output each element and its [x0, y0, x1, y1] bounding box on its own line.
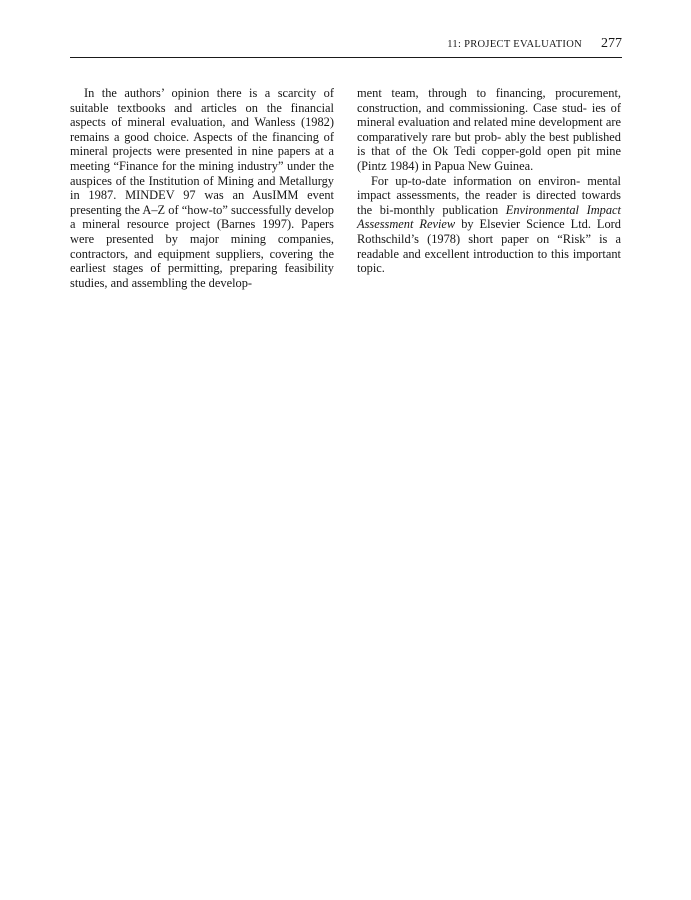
- right-paragraph-continued: ment team, through to financing, procurement, construction, and commissioning. Case stud- ies of mineral evaluation and related mine development are comparatively rare but prob- ably the best published is that of the Ok Tedi copper-gold open pit mine (Pintz 1984) in Papua New Guinea.: [357, 86, 621, 173]
- running-header: [70, 36, 622, 56]
- right-paragraph-text-before: For up-to-date information on environ- mental impact assessments, the reader is directed towards the bi-monthly publication: [357, 173, 621, 217]
- right-paragraph-environment: [357, 174, 621, 276]
- journal-title: Environmental Impact Assessment Review: [357, 202, 621, 232]
- left-paragraph: In the authors’ opinion there is a scarcity of suitable textbooks and articles on the financial aspects of mineral evaluation, and Wanless (1982) remains a good choice. Aspects of the financing of mineral projects were presented in nine papers at a meeting “Finance for the mining industry” under the auspices of the Institution of Mining and Metallurgy in 1987. MINDEV 97 was an AusIMM event presenting the A–Z of “how-to” successfully develop a mineral resource project (Barnes 1997). Papers were presented by major mining companies, contractors, and equipment suppliers, covering the earliest stages of permitting, preparing feasibility studies, and assembling the develop-: [70, 86, 334, 290]
- right-column: [357, 86, 621, 276]
- right-paragraph-text-after: by Elsevier Science Ltd. Lord Rothschild’s (1978) short paper on “Risk” is a readable and excellent introduction to this important topic.: [357, 217, 621, 276]
- page-number: 277: [601, 36, 622, 51]
- left-column: [70, 86, 334, 290]
- chapter-title: 11: PROJECT EVALUATION: [447, 39, 582, 50]
- header-rule: [70, 57, 622, 58]
